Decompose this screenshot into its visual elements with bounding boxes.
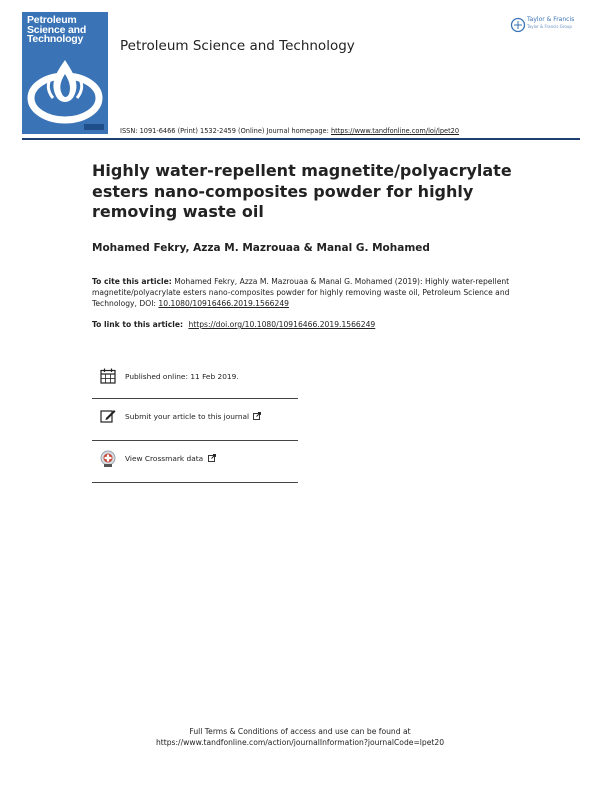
- crossmark-row[interactable]: [92, 450, 298, 480]
- crossmark-link[interactable]: [125, 454, 216, 463]
- divider: [92, 440, 298, 441]
- article-doi-url[interactable]: https://doi.org/10.1080/10916466.2019.1566249: [188, 320, 376, 329]
- published-online-row: [92, 368, 298, 398]
- submit-article-row[interactable]: [92, 408, 298, 438]
- article-link-label: To link to this article:: [92, 320, 184, 329]
- article-link-line: [92, 320, 375, 329]
- citation-label: To cite this article:: [92, 277, 172, 286]
- publisher-logo-text: [527, 17, 587, 30]
- external-link-icon: [253, 412, 261, 420]
- journal-name: Petroleum Science and Technology: [120, 38, 355, 54]
- citation-text: Mohamed Fekry, Azza M. Mazrouaa & Manal G. Mohamed (2019): Highly water-repellent magnetite/polyacrylate esters nano-composites powder for highly removing waste oil, Petroleum Science and Technology, DOI:: [92, 277, 510, 308]
- external-link-icon: [208, 454, 216, 462]
- terms-link[interactable]: https://www.tandfonline.com/action/journalInformation?journalCode=lpet20: [155, 738, 445, 747]
- terms-footer: [0, 726, 600, 748]
- divider: [92, 482, 298, 483]
- citation-block: [92, 277, 512, 309]
- issn-line: [120, 127, 459, 135]
- citation-doi-link[interactable]: 10.1080/10916466.2019.1566249: [158, 298, 290, 308]
- published-online-text: Published online: 11 Feb 2019.: [125, 372, 239, 381]
- publisher-name: Taylor & Francis: [527, 16, 575, 23]
- article-title: Highly water-repellent magnetite/polyacrylate esters nano-composites powder for highly removing waste oil: [92, 161, 512, 221]
- terms-text: Full Terms & Conditions of access and use can be found at: [189, 727, 411, 736]
- publisher-group: Taylor & Francis Group: [527, 23, 572, 29]
- divider: [92, 398, 298, 399]
- journal-cover: [22, 12, 108, 134]
- cover-title-line: Science and: [27, 23, 87, 36]
- cover-title-line: Petroleum: [27, 14, 77, 26]
- submit-article-label: Submit your article to this journal: [125, 412, 250, 421]
- calendar-icon: [100, 368, 116, 384]
- journal-homepage-link[interactable]: https://www.tandfonline.com/loi/lpet20: [330, 127, 460, 135]
- crossmark-label: View Crossmark data: [125, 454, 204, 463]
- issn-text: ISSN: 1091-6466 (Print) 1532-2459 (Online) Journal homepage:: [120, 127, 329, 135]
- cover-title-line: Technology: [27, 33, 84, 45]
- header-divider: [22, 138, 580, 140]
- cover-title: [27, 16, 105, 45]
- article-authors: Mohamed Fekry, Azza M. Mazrouaa & Manal G. Mohamed: [92, 242, 430, 254]
- edit-icon: [100, 408, 116, 424]
- submit-article-link[interactable]: [125, 412, 261, 421]
- crossmark-icon: [100, 450, 116, 468]
